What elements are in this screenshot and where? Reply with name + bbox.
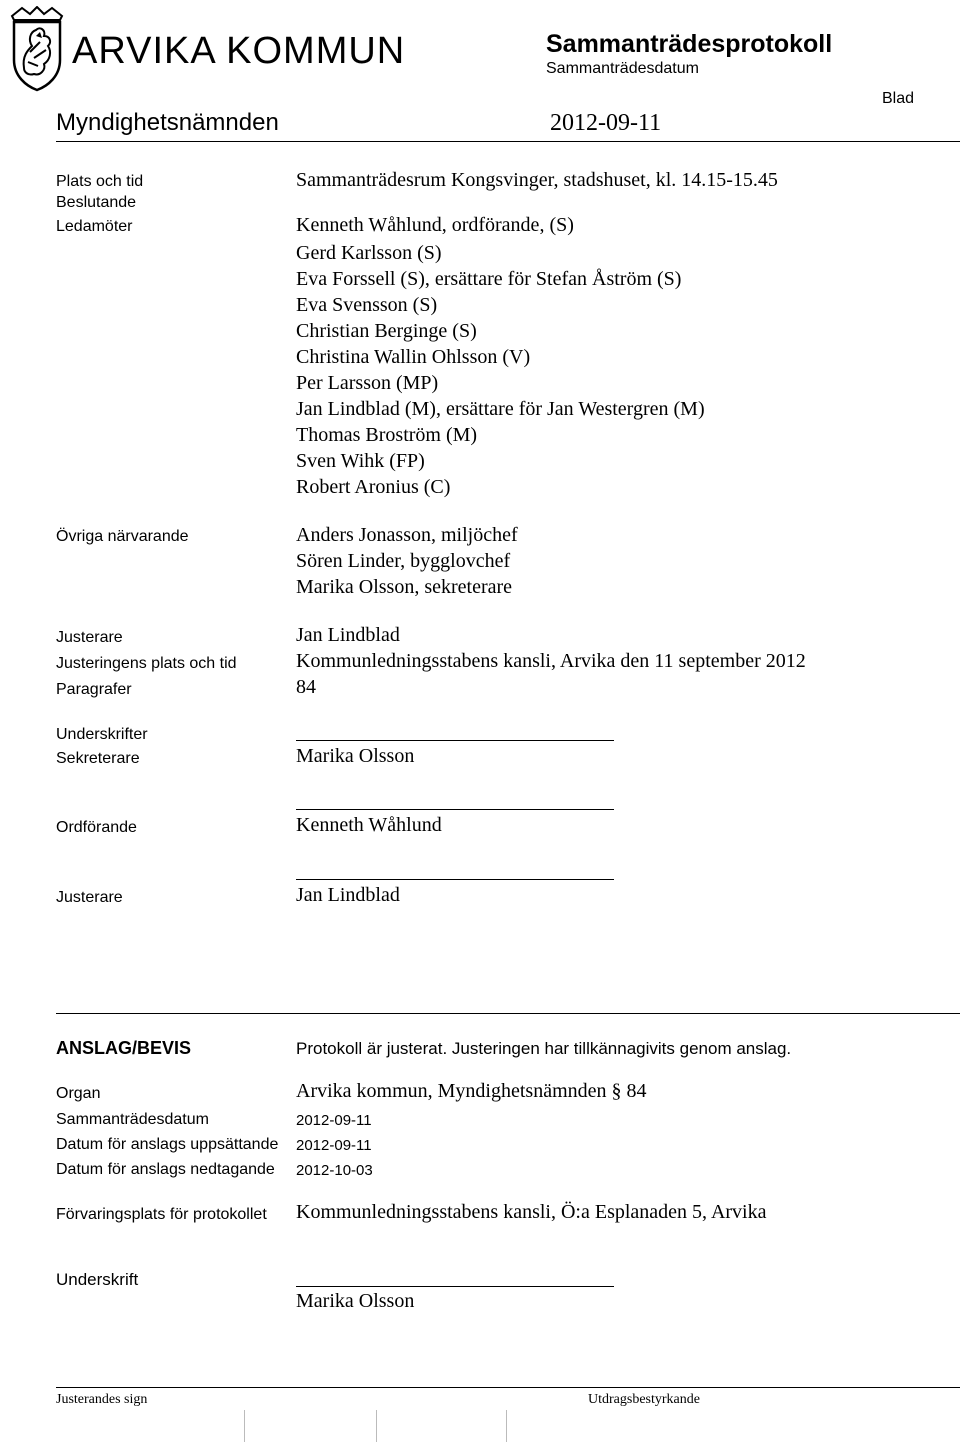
meeting-date-header: 2012-09-11 — [550, 110, 662, 136]
organization-name: ARVIKA KOMMUN — [72, 30, 406, 72]
footer-sign-box-divider — [506, 1410, 507, 1442]
other-item: Sören Linder, bygglovchef — [296, 550, 511, 572]
member-item: Gerd Karlsson (S) — [296, 242, 442, 264]
adjusters-sign-label: Justerandes sign — [56, 1392, 148, 1407]
meeting-date-label: Sammanträdesdatum — [56, 1111, 209, 1128]
page-label: Blad — [882, 90, 915, 107]
paragraphs-label: Paragrafer — [56, 681, 132, 698]
document-subtitle: Sammanträdesdatum — [546, 60, 699, 77]
adjust-place-label: Justeringens plats och tid — [56, 655, 237, 672]
others-list — [296, 522, 518, 600]
removed-label: Datum för anslags nedtagande — [56, 1161, 275, 1178]
secretary-label: Sekreterare — [56, 750, 140, 767]
other-item: Marika Olsson, sekreterare — [296, 576, 513, 598]
paragraphs-value: 84 — [296, 676, 316, 698]
footer-sign-box-divider — [376, 1410, 377, 1442]
chair-signature-line — [296, 809, 614, 810]
posted-label: Datum för anslags uppsättande — [56, 1136, 279, 1153]
adjust-place-value: Kommunledningsstabens kansli, Arvika den 11 september 2012 — [296, 650, 806, 672]
organ-section: § 84 — [611, 1080, 647, 1102]
adjuster-label: Justerare — [56, 629, 123, 646]
members-label: Ledamöter — [56, 218, 133, 235]
posted-value: 2012-09-11 — [296, 1137, 372, 1154]
others-label: Övriga närvarande — [56, 528, 189, 545]
member-item: Jan Lindblad (M), ersättare för Jan Westergren (M) — [296, 398, 705, 420]
notice-signature-name: Marika Olsson — [296, 1290, 415, 1312]
storage-value: Kommunledningsstabens kansli, Ö:a Esplanaden 5, Arvika — [296, 1201, 767, 1223]
member-item: Eva Forssell (S), ersättare för Stefan Åström (S) — [296, 268, 682, 290]
member-item: Thomas Broström (M) — [296, 424, 478, 446]
secretary-name: Marika Olsson — [296, 745, 415, 767]
member-item: Sven Wihk (FP) — [296, 450, 425, 472]
meeting-date-value: 2012-09-11 — [296, 1112, 372, 1129]
notice-statement: Protokoll är justerat. Justeringen har tillkännagivits genom anslag. — [296, 1039, 792, 1058]
member-item: Per Larsson (MP) — [296, 372, 439, 394]
extract-cert-label: Utdragsbestyrkande — [588, 1392, 700, 1407]
place-label: Plats och tid — [56, 173, 144, 190]
signatures-heading: Underskrifter — [56, 726, 148, 743]
member-item: Christina Wallin Ohlsson (V) — [296, 346, 531, 368]
member-item: Eva Svensson (S) — [296, 294, 438, 316]
member-item: Kenneth Wåhlund, ordförande, (S) — [296, 214, 574, 236]
signature-adjuster-label: Justerare — [56, 889, 123, 906]
member-list — [296, 240, 705, 500]
secretary-signature-line — [296, 740, 614, 741]
notice-signature-label: Underskrift — [56, 1270, 139, 1289]
organ-name: Arvika kommun, Myndighetsnämnden — [296, 1080, 607, 1102]
member-item: Robert Aronius (C) — [296, 476, 451, 498]
removed-value: 2012-10-03 — [296, 1162, 373, 1179]
member-item: Christian Berginge (S) — [296, 320, 477, 342]
coat-of-arms-logo — [6, 6, 68, 97]
committee-name: Myndighetsnämnden — [56, 109, 279, 136]
adjuster-signature-line — [296, 879, 614, 880]
organ-label: Organ — [56, 1085, 101, 1102]
notice-signature-line — [296, 1286, 614, 1287]
footer-sign-box-divider — [244, 1410, 245, 1442]
deciding-label: Beslutande — [56, 194, 137, 211]
header-divider — [56, 141, 960, 142]
organ-value — [296, 1080, 647, 1103]
footer-divider — [56, 1387, 960, 1388]
place-value: Sammanträdesrum Kongsvinger, stadshuset, kl. 14.15-15.45 — [296, 169, 778, 191]
notice-heading: ANSLAG/BEVIS — [56, 1038, 192, 1058]
chair-name: Kenneth Wåhlund — [296, 814, 442, 836]
document-title: Sammanträdesprotokoll — [546, 30, 833, 58]
storage-label: Förvaringsplats för protokollet — [56, 1206, 267, 1223]
notice-divider — [56, 1013, 960, 1014]
other-item: Anders Jonasson, miljöchef — [296, 524, 518, 546]
chair-label: Ordförande — [56, 819, 137, 836]
signature-adjuster-name: Jan Lindblad — [296, 884, 400, 906]
adjuster-value: Jan Lindblad — [296, 624, 400, 646]
